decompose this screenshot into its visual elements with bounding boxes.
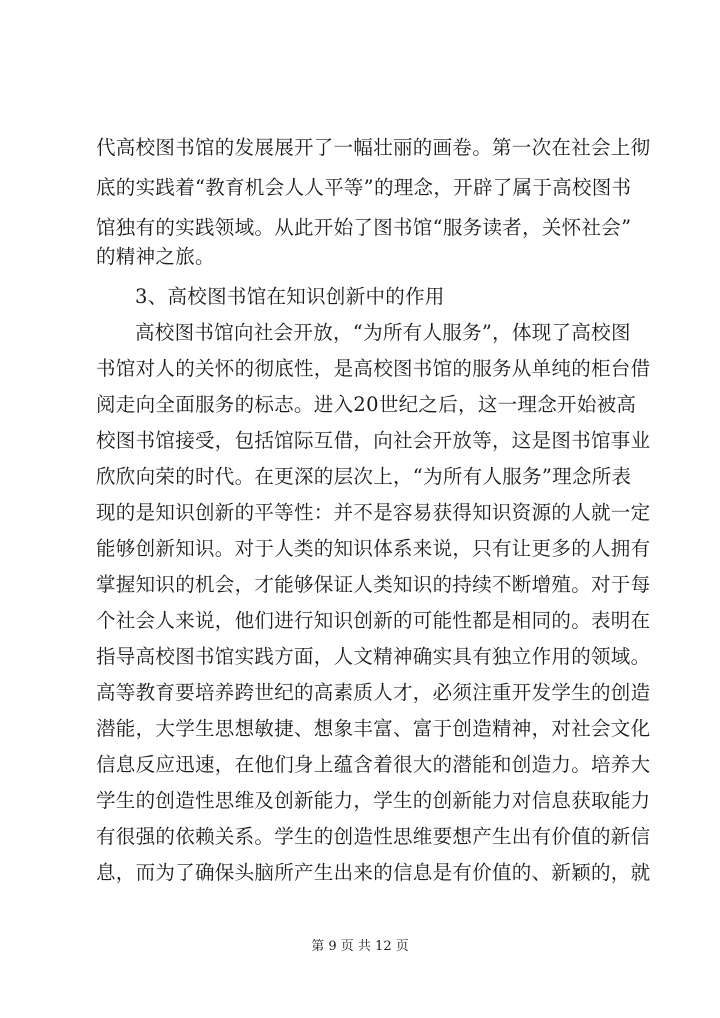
body-text-line: 个社会人来说，他们进行知识创新的可能性都是相同的。表明在 — [96, 609, 651, 632]
body-text-line: 能够创新知识。对于人类的知识体系来说，只有让更多的人拥有 — [96, 537, 651, 560]
paragraph-start-line: 高校图书馆向社会开放，“为所有人服务”，体现了高校图 — [135, 321, 631, 344]
section-heading: 3、高校图书馆在知识创新中的作用 — [135, 285, 445, 308]
body-text-line: 书馆对人的关怀的彻底性，是高校图书馆的服务从单纯的柜台借 — [96, 357, 651, 380]
body-text-line: 指导高校图书馆实践方面，人文精神确实具有独立作用的领域。 — [96, 645, 651, 668]
body-text-line: 阅走向全面服务的标志。进入20世纪之后，这一理念开始被高 — [96, 393, 637, 416]
body-text-line: 代高校图书馆的发展展开了一幅壮丽的画卷。第一次在社会上彻 — [96, 136, 651, 159]
body-text-line: 馆独有的实践领域。从此开始了图书馆“服务读者，关怀社会” — [96, 216, 632, 239]
page-number-footer: 第 9 页 共 12 页 — [311, 939, 409, 954]
body-text-line: 现的是知识创新的平等性：并不是容易获得知识资源的人就一定 — [96, 501, 651, 524]
body-text-line: 学生的创造性思维及创新能力，学生的创新能力对信息获取能力 — [96, 789, 651, 812]
body-text-line: 的精神之旅。 — [96, 245, 215, 268]
body-text-line: 信息反应迅速，在他们身上蕴含着很大的潜能和创造力。培养大 — [96, 753, 651, 776]
body-text-line: 校图书馆接受，包括馆际互借，向社会开放等，这是图书馆事业 — [96, 429, 651, 452]
body-text-line: 有很强的依赖关系。学生的创造性思维要想产生出有价值的新信 — [96, 825, 651, 848]
body-text-line: 潜能，大学生思想敏捷、想象丰富、富于创造精神，对社会文化 — [96, 717, 651, 740]
body-text-line: 高等教育要培养跨世纪的高素质人才，必须注重开发学生的创造 — [96, 681, 651, 704]
body-text-line: 欣欣向荣的时代。在更深的层次上，“为所有人服务”理念所表 — [96, 465, 632, 488]
body-text-line: 息，而为了确保头脑所产生出来的信息是有价值的、新颖的，就 — [96, 861, 651, 884]
body-text-line: 底的实践着“教育机会人人平等”的理念，开辟了属于高校图书 — [96, 176, 632, 199]
body-text-line: 掌握知识的机会，才能够保证人类知识的持续不断增殖。对于每 — [96, 573, 651, 596]
